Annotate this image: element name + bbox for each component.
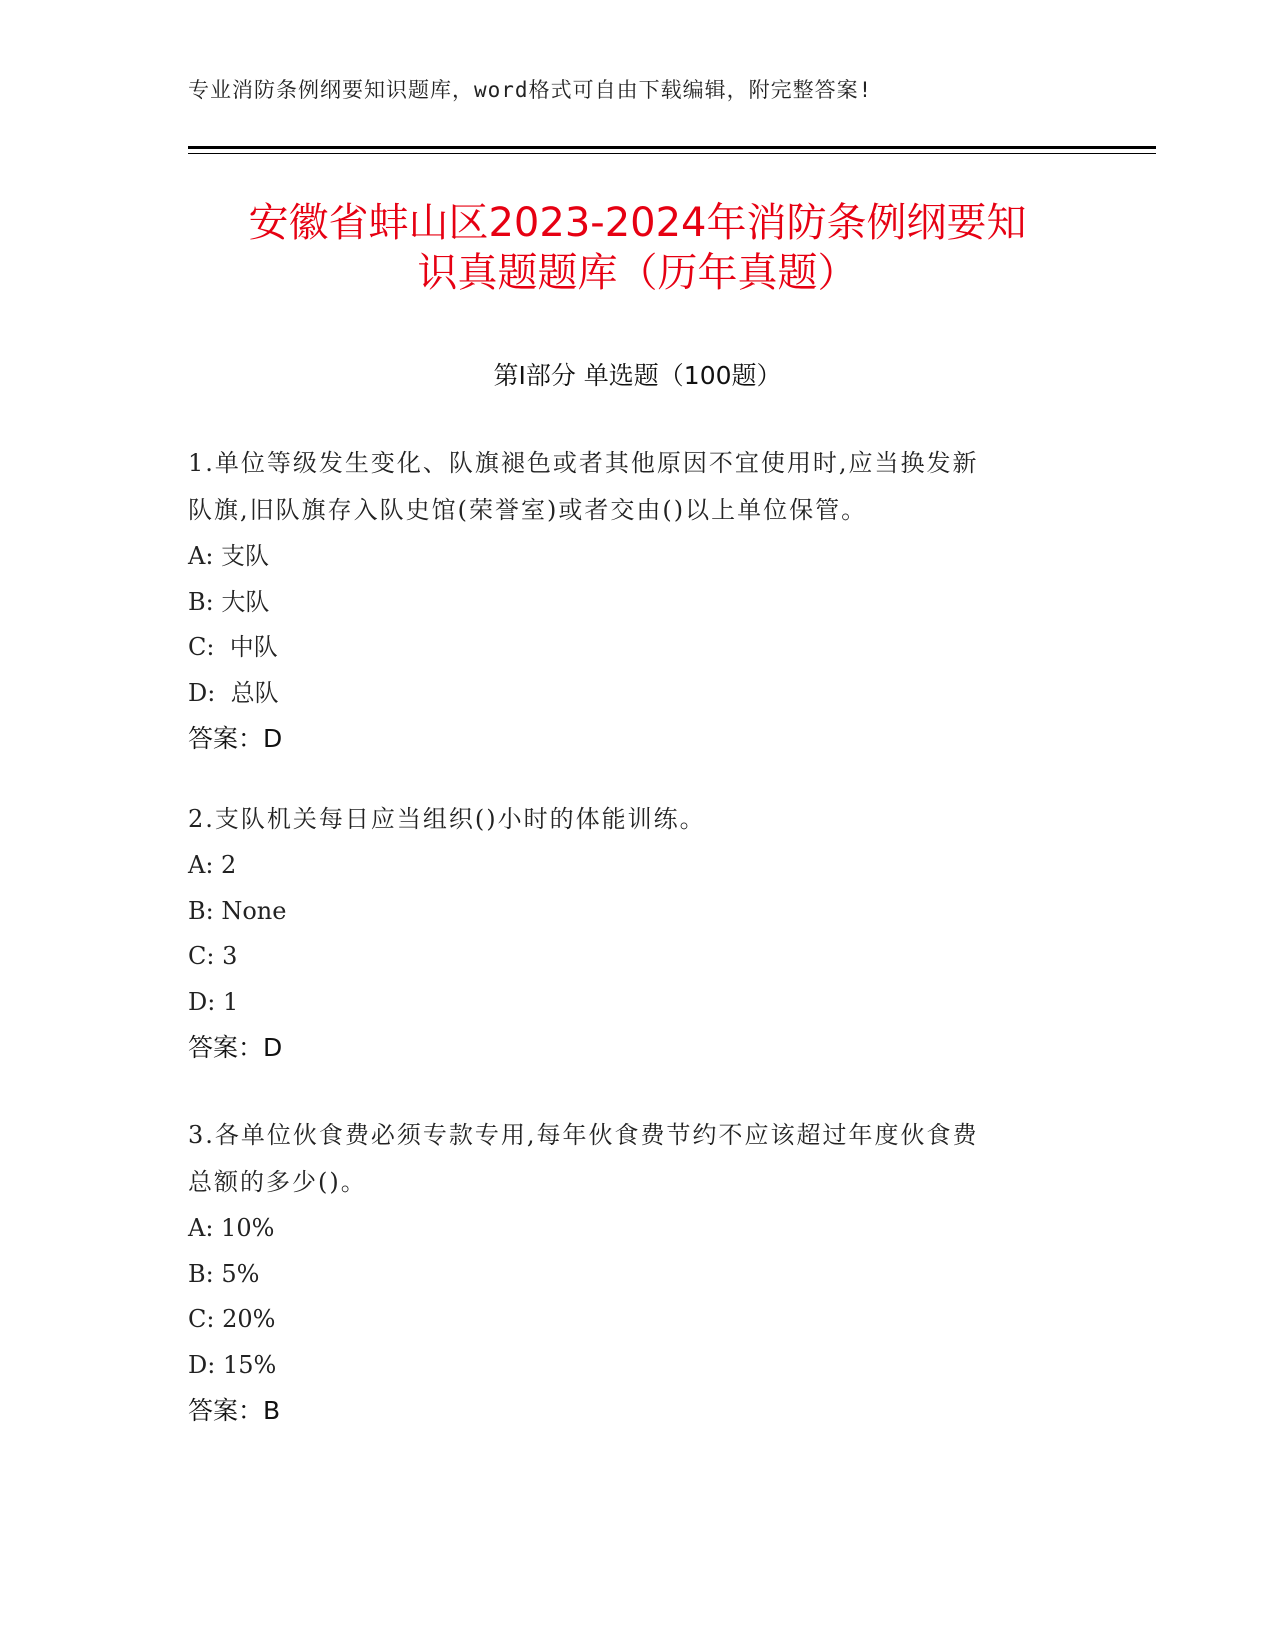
question-stem-line: 2.支队机关每日应当组织()小时的体能训练。 [188, 805, 706, 833]
option-c: C: 3 [188, 942, 238, 970]
answer-line: 答案：B [188, 1396, 281, 1425]
option-a: A: 2 [188, 851, 237, 879]
option-d: D: 1 [188, 987, 239, 1016]
document-title [160, 198, 1115, 298]
option-d: D: 总队 [188, 678, 279, 707]
question-3 [188, 1112, 1088, 1434]
question-stem-line: 1.单位等级发生变化、队旗褪色或者其他原因不宜使用时,应当换发新 [188, 449, 979, 477]
option-b: B: None [188, 896, 287, 925]
title-line-2: 识真题题库（历年真题） [417, 250, 858, 296]
option-d: D: 15% [188, 1350, 277, 1379]
option-b: B: 大队 [188, 587, 270, 616]
question-stem-line: 3.各单位伙食费必须专款专用,每年伙食费节约不应该超过年度伙食费 [188, 1121, 979, 1149]
option-a: A: 10% [188, 1214, 275, 1242]
option-c: C: 20% [188, 1305, 276, 1333]
question-stem-line: 总额的多少()。 [188, 1168, 367, 1196]
header-rule-thick [188, 146, 1156, 149]
option-b: B: 5% [188, 1259, 260, 1288]
header-rule-thin [188, 153, 1156, 154]
title-line-1: 安徽省蚌山区2023-2024年消防条例纲要知 [248, 200, 1027, 246]
option-c: C: 中队 [188, 633, 278, 661]
answer-line: 答案：D [188, 724, 283, 753]
section-heading: 第Ⅰ部分 单选题（100题） [493, 361, 782, 390]
question-stem [188, 440, 1088, 534]
answer-line: 答案：D [188, 1033, 283, 1062]
question-1 [188, 440, 1088, 762]
question-stem [188, 796, 1088, 843]
option-a: A: 支队 [188, 542, 270, 570]
question-stem-line: 队旗,旧队旗存入队史馆(荣誉室)或者交由()以上单位保管。 [188, 496, 868, 524]
question-stem [188, 1112, 1088, 1206]
question-2 [188, 796, 1088, 1071]
header-note: 专业消防条例纲要知识题库，word格式可自由下载编辑，附完整答案! [188, 78, 873, 102]
